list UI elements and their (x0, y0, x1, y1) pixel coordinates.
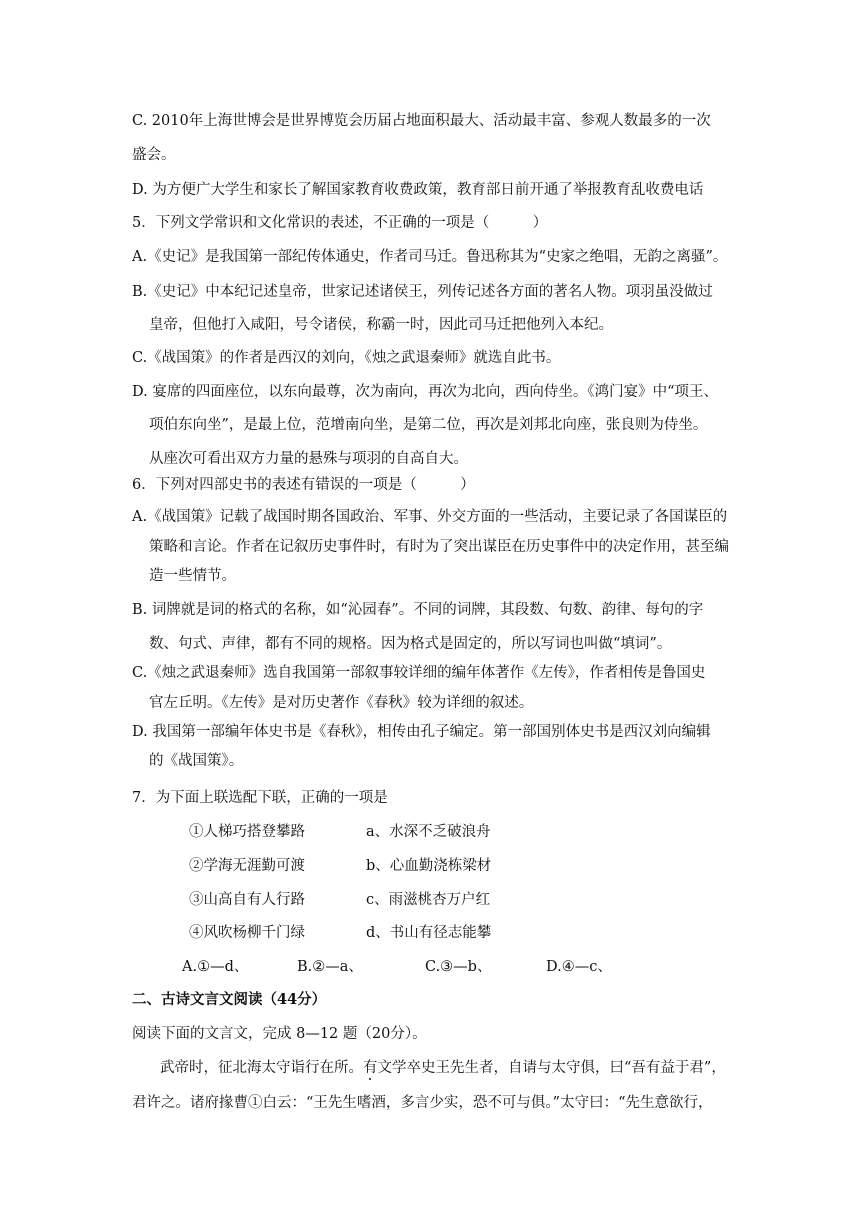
question-5-stem: 5．下列文学常识和文化常识的表述，不正确的一项是（ ） (132, 215, 548, 231)
q6-option-b-line2: 数、句式、声律，都有不同的规格。因为格式是固定的，所以写词也叫做“填词”。 (149, 636, 672, 652)
q5-option-d-line3: 从座次可看出双方力量的悬殊与项羽的自高自大。 (149, 451, 468, 467)
passage-line-1: 武帝时，征北海太守诣行在所。有文学卒史王先生者，自请与太守俱，曰“吾有益于君”， (160, 1060, 726, 1076)
question-7-stem: 7．为下面上联选配下联，正确的一项是 (132, 790, 388, 806)
couplet-lower-1: a、水深不乏破浪舟 (366, 824, 491, 840)
q6-option-d-line1: D. 我国第一部编年体史书是《春秋》，相传由孔子编定。第一部国别体史书是西汉刘向编辑 (132, 724, 711, 740)
question-6-stem: 6．下列对四部史书的表述有错误的一项是（ ） (132, 477, 475, 493)
q6-option-c-line1: C.《烛之武退秦师》选自我国第一部叙事较详细的编年体著作《左传》，作者相传是鲁国史 (132, 665, 706, 681)
q5-option-c: C.《战国策》的作者是西汉的刘向，《烛之武退秦师》就选自此书。 (132, 350, 561, 366)
option-c-line2: 盛会。 (132, 147, 176, 163)
couplet-upper-4: ④风吹杨柳千门绿 (189, 925, 305, 941)
passage-line-2: 君许之。诸府掾曹①白云：“王先生嗜酒，多言少实，恐不可与俱。”太守曰：“先生意欲行， (132, 1095, 713, 1111)
option-d-line: D. 为方便广大学生和家长了解国家教育收费政策，教育部日前开通了举报教育乱收费电话 (132, 182, 704, 198)
q5-option-d-line1: D. 宴席的四面座位，以东向最尊，次为南向，再次为北向，西向侍坐。《鸿门宴》中“项王、 (132, 384, 718, 400)
q6-option-c-line2: 官左丘明。《左传》是对历史著作《春秋》较为详细的叙述。 (149, 695, 534, 711)
couplet-lower-4: d、书山有径志能攀 (366, 925, 492, 941)
option-c-line1: C. 2010年上海世博会是世界博览会历届占地面积最大、活动最丰富、参观人数最多的一次 (132, 113, 711, 129)
couplet-upper-1: ①人梯巧搭登攀路 (189, 824, 305, 840)
couplet-upper-2: ②学海无涯勤可渡 (189, 858, 305, 874)
q5-option-b-line2: 皇帝，但他打入咸阳，号令诸侯，称霸一时，因此司马迁把他列入本纪。 (149, 317, 613, 333)
q7-option-c: C.③—b、 (425, 959, 492, 975)
q7-option-a: A.①—d、 (182, 959, 249, 975)
q6-option-d-line2: 的《战国策》。 (149, 753, 244, 769)
q6-option-a-line2: 策略和言论。作者在记叙历史事件时，有时为了突出谋臣在历史事件中的决定作用，甚至编 (149, 539, 729, 555)
q5-option-b-line1: B.《史记》中本纪记述皇帝，世家记述诸侯王，列传记述各方面的著名人物。项羽虽没做过 (132, 284, 713, 300)
q6-option-b-line1: B. 词牌就是词的格式的名称，如“沁园春”。不同的词牌，其段数、句数、韵律、每句的字 (132, 602, 704, 618)
q6-option-a-line1: A.《战国策》记载了战国时期各国政治、军事、外交方面的一些活动，主要记录了各国谋臣的 (132, 509, 728, 525)
q6-option-a-line3: 造一些情节。 (149, 568, 236, 584)
emphasis-dot (369, 1078, 371, 1080)
q5-option-d-line2: 项伯东向坐”，是最上位，范增南向坐，是第二位，再次是刘邦北向座，张良则为侍坐。 (149, 417, 708, 433)
couplet-lower-2: b、心血勤浇栋梁材 (366, 858, 492, 874)
reading-instruction: 阅读下面的文言文，完成 8—12 题（20分）。 (132, 1026, 427, 1042)
q7-option-d: D.④—c、 (546, 959, 612, 975)
couplet-upper-3: ③山高自有人行路 (189, 892, 305, 908)
section-heading: 二、古诗文言文阅读（44分） (132, 991, 327, 1008)
q7-option-b: B.②—a、 (297, 959, 363, 975)
q5-option-a: A.《史记》是我国第一部纪传体通史，作者司马迁。鲁迅称其为“史家之绝唱，无韵之离骚”。 (132, 249, 728, 265)
couplet-lower-3: c、雨滋桃杏万户红 (366, 892, 491, 908)
